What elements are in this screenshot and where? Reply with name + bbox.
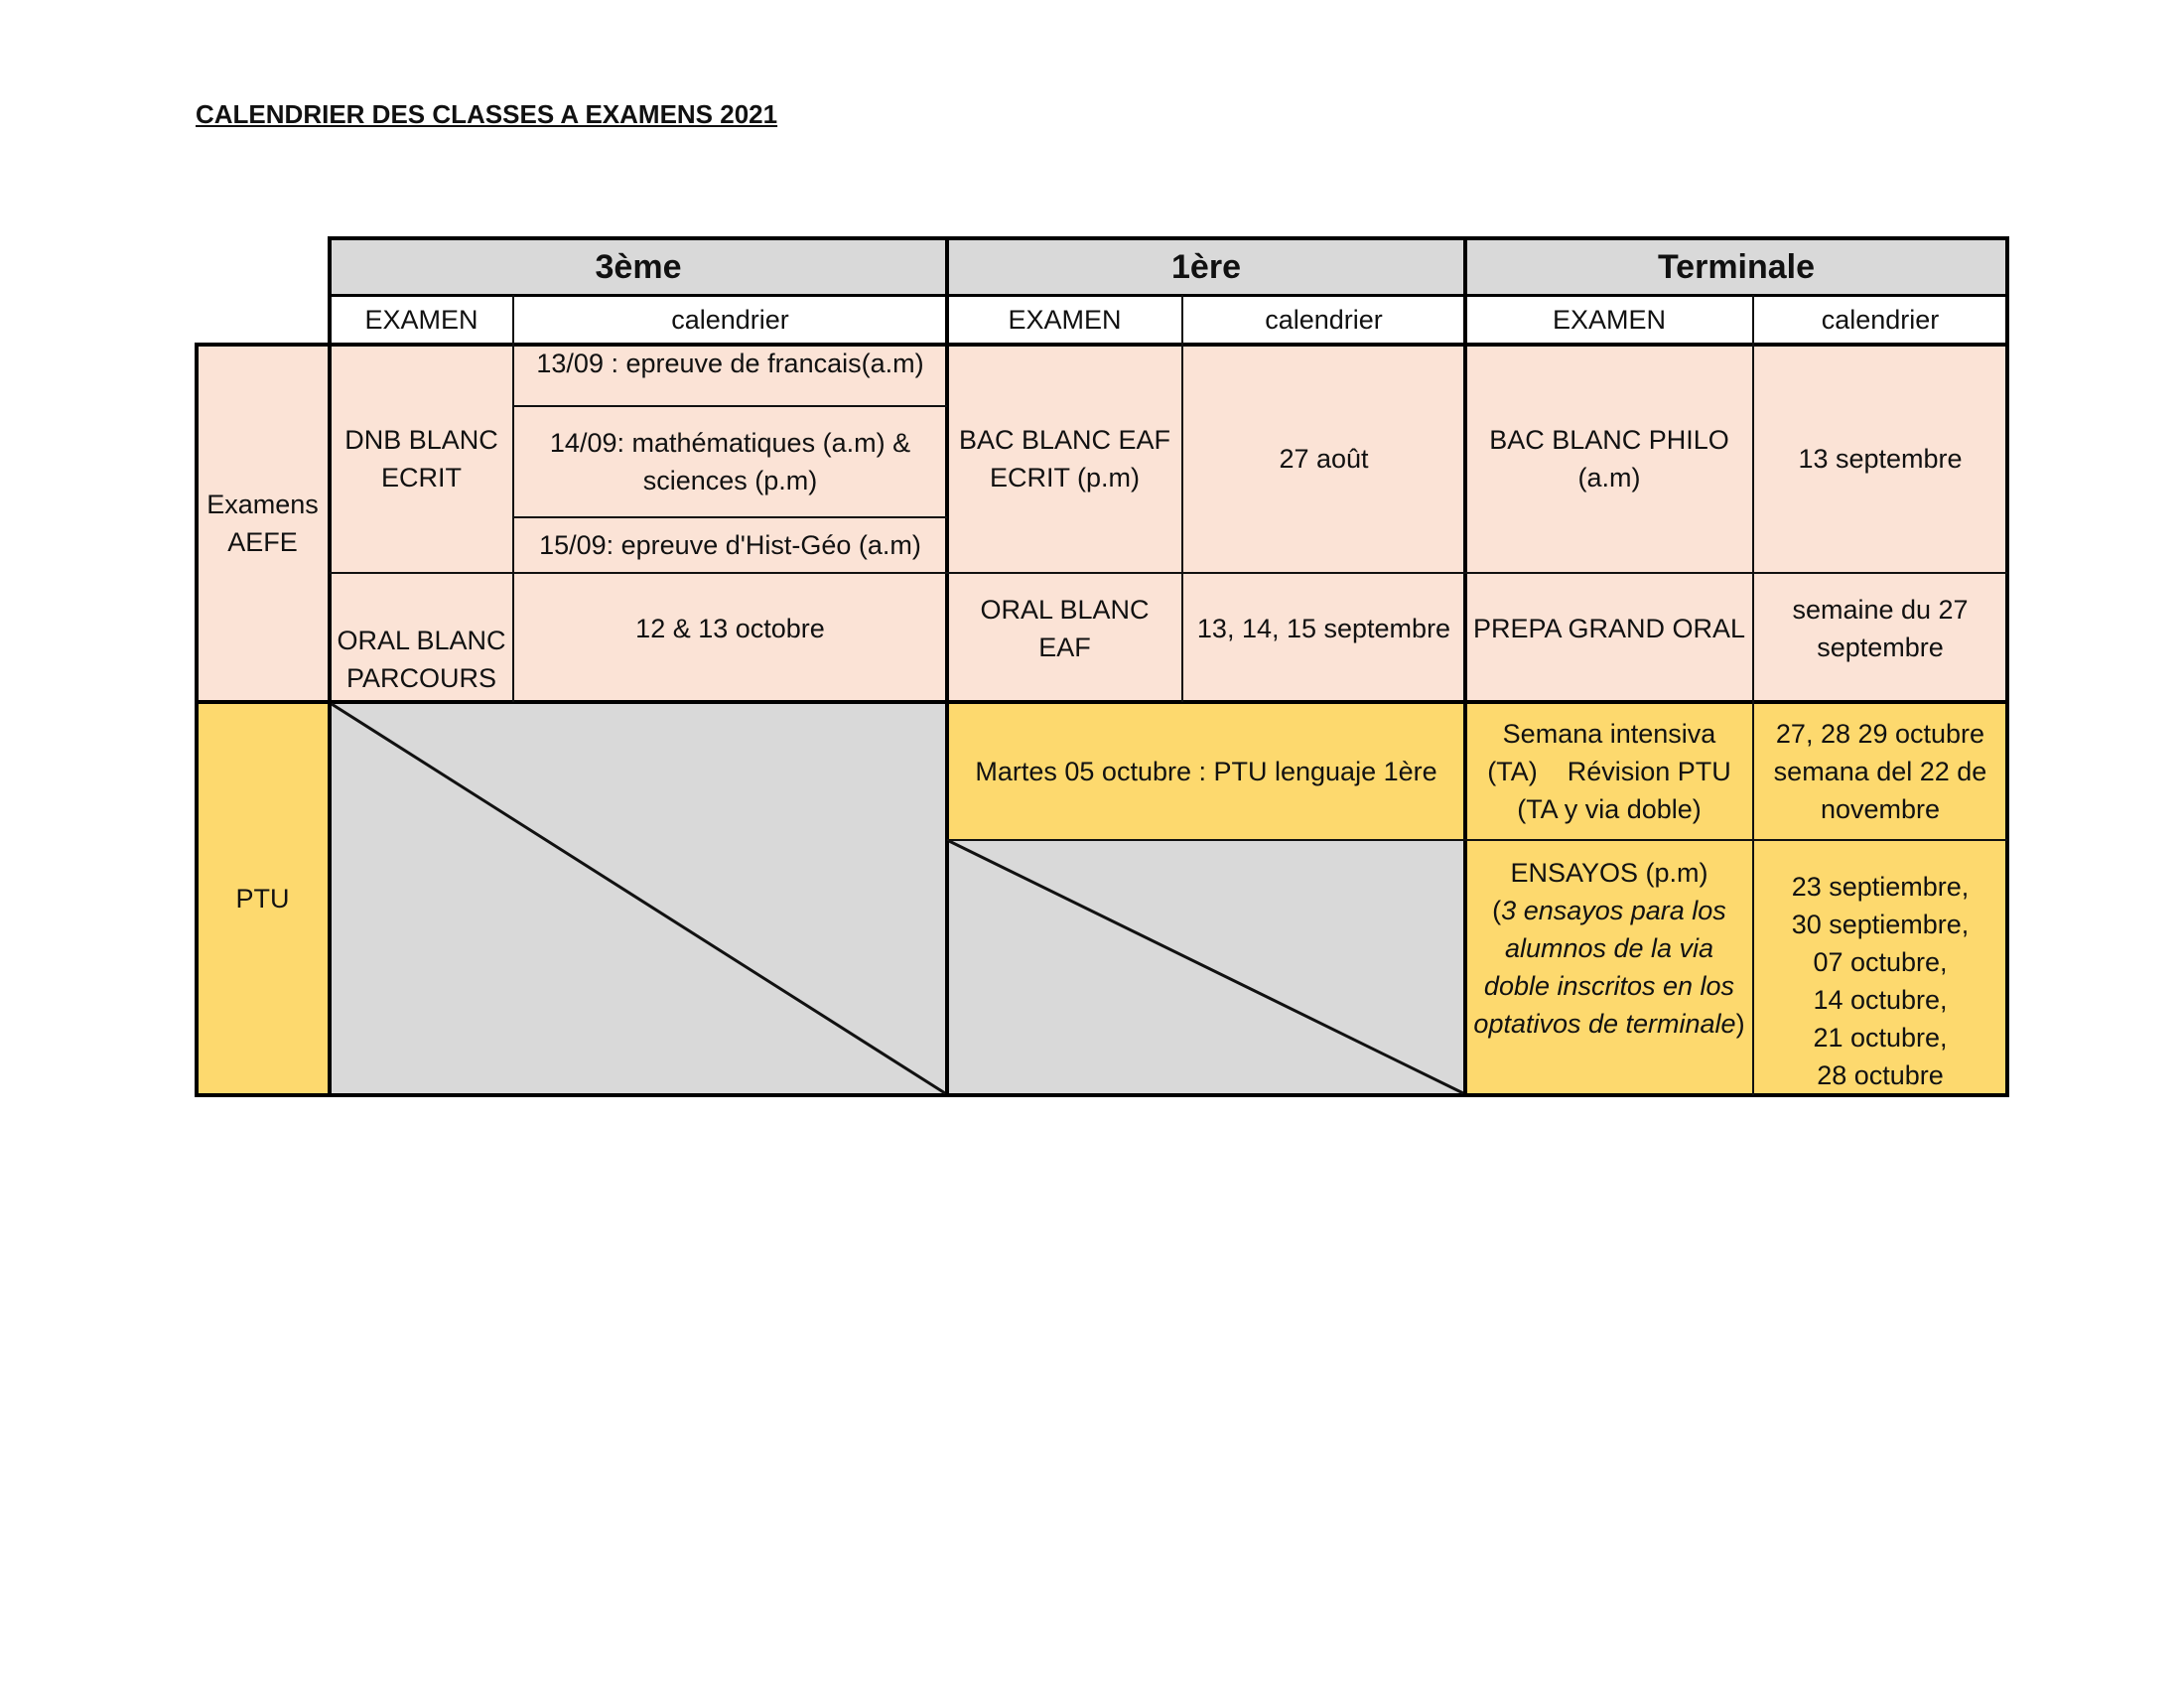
- oral-blanc-eaf: ORAL BLANC EAF: [947, 573, 1182, 702]
- ensayos-paren-close: ): [1735, 1009, 1745, 1039]
- border-3eme-1ere: [945, 236, 949, 1097]
- semana-intensiva-line-1: Semana intensiva: [1502, 718, 1716, 749]
- ensayos-note-wrap: [1471, 892, 1747, 1043]
- subheader-terminale-calendrier: calendrier: [1753, 295, 2007, 345]
- border-header-bottom: [329, 294, 2009, 297]
- header-3eme: 3ème: [330, 238, 947, 295]
- ptu-semana-intensiva-dates: 27, 28 29 octubre semana del 22 de novembre: [1753, 702, 2007, 840]
- ptu-3eme-empty-cell: [330, 702, 947, 1095]
- ensayos-title: ENSAYOS (p.m): [1510, 858, 1708, 888]
- header-1ere: 1ère: [947, 238, 1465, 295]
- oral-blanc-parcours-date: 12 & 13 octobre: [513, 573, 947, 702]
- line-ptu-mid: [947, 839, 2007, 841]
- line-aefe-ecrit-oral: [330, 572, 2007, 574]
- border-subheader-bottom: [195, 343, 2009, 347]
- bac-blanc-philo-date: 13 septembre: [1753, 345, 2007, 573]
- prepa-grand-oral: PREPA GRAND ORAL: [1465, 573, 1753, 702]
- line-terminale-mid: [1752, 295, 1754, 1095]
- border-left-labels: [195, 343, 199, 1097]
- border-1ere-terminale: [1463, 236, 1467, 1097]
- subheader-1ere-calendrier: calendrier: [1182, 295, 1465, 345]
- oral-blanc-eaf-date: 13, 14, 15 septembre: [1182, 573, 1465, 702]
- oral-blanc-parcours: ORAL BLANC PARCOURS: [330, 573, 513, 702]
- document-title: CALENDRIER DES CLASSES A EXAMENS 2021: [196, 99, 778, 129]
- line-3eme-mid: [512, 295, 514, 702]
- ptu-1ere-empty-cell: [947, 840, 1465, 1095]
- line-dnb-1: [513, 405, 947, 407]
- subheader-3eme-examen: EXAMEN: [330, 295, 513, 345]
- dnb-date-hist-geo: 15/09: epreuve d'Hist-Géo (a.m): [513, 517, 947, 573]
- dnb-blanc-ecrit: DNB BLANC ECRIT: [330, 345, 513, 573]
- bac-blanc-eaf-ecrit: BAC BLANC EAF ECRIT (p.m): [947, 345, 1182, 573]
- ensayo-date: 23 septiembre,: [1791, 872, 1970, 902]
- ptu-ensayos: [1465, 840, 1753, 1095]
- dnb-date-maths-sciences: 14/09: mathématiques (a.m) & sciences (p.m): [513, 406, 947, 517]
- semana-intensiva-line-2: (TA) Révision PTU: [1487, 756, 1731, 786]
- border-right: [2005, 236, 2009, 1097]
- subheader-1ere-examen: EXAMEN: [947, 295, 1182, 345]
- line-1ere-mid: [1181, 295, 1183, 702]
- row-label-ptu: PTU: [196, 702, 330, 1095]
- border-left-table: [328, 236, 332, 1097]
- header-terminale: Terminale: [1465, 238, 2007, 295]
- ensayos-note: 3 ensayos para los alumnos de la via doble inscritos en los optativos de terminale: [1473, 896, 1736, 1039]
- line-dnb-2: [513, 516, 947, 518]
- dnb-date-francais: 13/09 : epreuve de francais(a.m): [513, 345, 947, 406]
- bac-blanc-philo: BAC BLANC PHILO (a.m): [1465, 345, 1753, 573]
- ensayo-date: 07 octubre,: [1813, 947, 1948, 977]
- ensayo-date: 30 septiembre,: [1791, 910, 1970, 939]
- ensayo-date: 14 octubre,: [1813, 985, 1948, 1015]
- subheader-terminale-examen: EXAMEN: [1465, 295, 1753, 345]
- border-bottom: [195, 1093, 2009, 1097]
- border-top: [329, 236, 2009, 240]
- ensayo-date: 21 octubre,: [1813, 1023, 1948, 1053]
- ptu-semana-intensiva: [1465, 702, 1753, 840]
- border-aefe-ptu: [195, 700, 2009, 704]
- ptu-ensayos-dates: [1753, 840, 2007, 1095]
- ensayos-paren-open: (: [1492, 896, 1502, 925]
- ptu-1ere-lenguaje: Martes 05 octubre : PTU lenguaje 1ère: [947, 702, 1465, 840]
- ensayo-date: 28 octubre: [1817, 1060, 1944, 1090]
- prepa-grand-oral-date: semaine du 27 septembre: [1753, 573, 2007, 702]
- semana-intensiva-line-3: (TA y via doble): [1517, 793, 1702, 824]
- bac-blanc-eaf-ecrit-date: 27 août: [1182, 345, 1465, 573]
- subheader-3eme-calendrier: calendrier: [513, 295, 947, 345]
- row-label-examens-aefe: Examens AEFE: [196, 345, 330, 702]
